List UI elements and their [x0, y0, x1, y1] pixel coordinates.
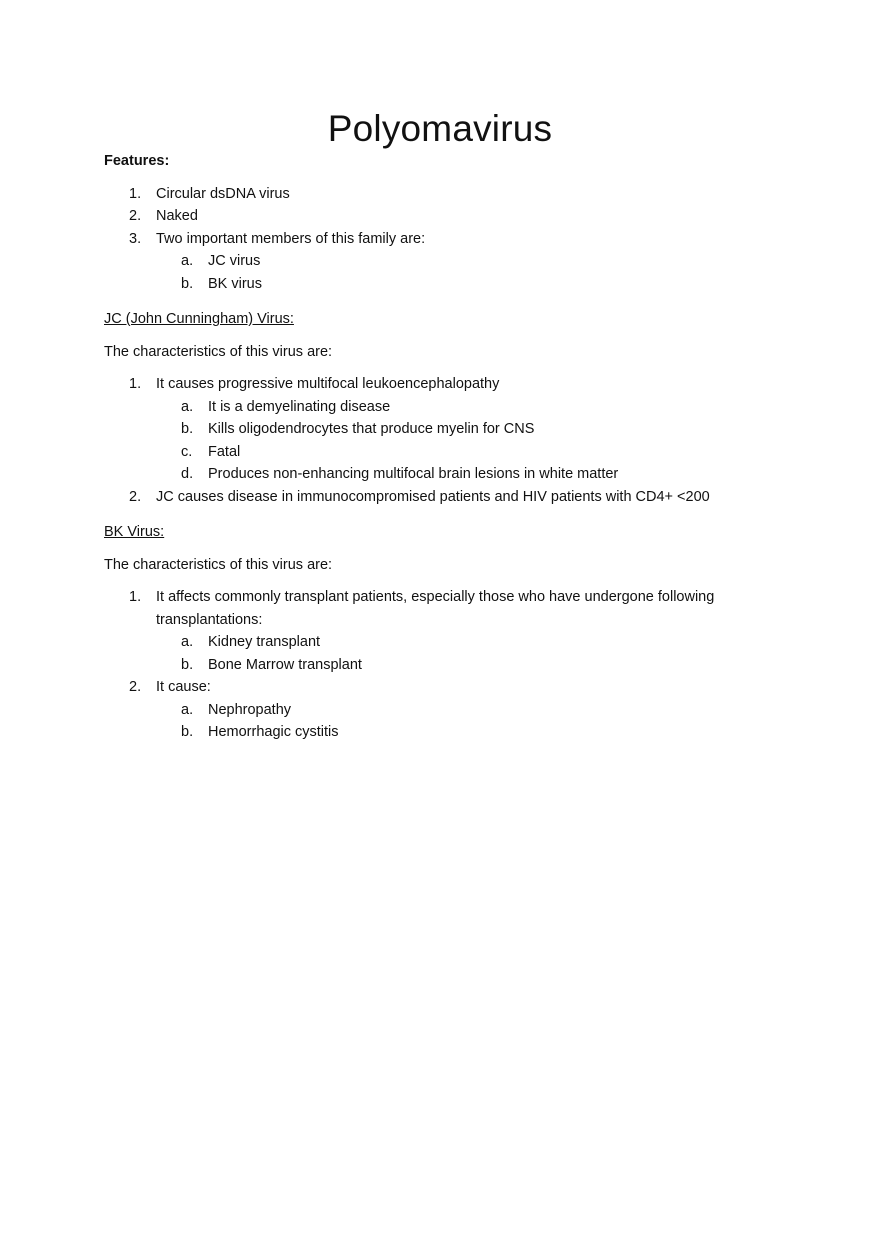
sub-list-item	[156, 441, 804, 464]
bk-virus-heading: BK Virus:	[104, 524, 165, 540]
sub-list-item	[156, 418, 804, 441]
sub-list-item-text: Fatal	[208, 443, 241, 460]
sub-list	[156, 631, 804, 676]
list-number: 2.	[129, 208, 142, 224]
sub-list-letter: b.	[181, 275, 194, 292]
list-number: 2.	[129, 679, 142, 695]
list-item	[104, 486, 804, 509]
sub-list-item-text: BK virus	[208, 275, 262, 292]
list-item	[104, 183, 804, 206]
sub-list-item	[156, 273, 804, 296]
features-heading: Features:	[104, 153, 170, 169]
page-title: Polyomavirus	[327, 108, 553, 149]
list-item-text: Circular dsDNA virus	[156, 185, 290, 202]
jc-list	[104, 373, 804, 508]
sub-list-item	[156, 721, 804, 744]
document-body	[104, 150, 804, 755]
sub-list-letter: b.	[181, 724, 194, 740]
sub-list-letter: b.	[181, 656, 194, 673]
sub-list-item-text: Nephropathy	[208, 701, 292, 718]
jc-virus-heading: JC (John Cunningham) Virus:	[104, 311, 294, 327]
sub-list-item-text: Produces non-enhancing multifocal brain lesions in white matter	[208, 466, 619, 482]
sub-list-item	[156, 654, 804, 677]
sub-list-letter: a.	[181, 398, 194, 415]
sub-list-letter: c.	[181, 443, 193, 460]
list-item	[104, 676, 804, 744]
sub-list	[156, 699, 804, 744]
sub-list-letter: a.	[181, 253, 194, 269]
sub-list-item	[156, 463, 804, 486]
sub-list-letter: b.	[181, 421, 194, 437]
list-item-text: It cause:	[156, 679, 211, 695]
list-number: 3.	[129, 230, 142, 247]
sub-list-item	[156, 699, 804, 722]
list-number: 2.	[129, 488, 142, 505]
sub-list	[156, 250, 804, 295]
list-item	[104, 205, 804, 228]
sub-list-item-text: Kills oligodendrocytes that produce myelin for CNS	[208, 421, 535, 437]
list-item-text: It affects commonly transplant patients, especially those who have undergone following transplantations:	[156, 589, 715, 628]
sub-list-letter: d.	[181, 466, 194, 482]
sub-list-item-text: JC virus	[208, 253, 261, 269]
jc-intro: The characteristics of this virus are:	[104, 343, 333, 360]
sub-list-item-text: Bone Marrow transplant	[208, 656, 362, 673]
sub-list-item-text: It is a demyelinating disease	[208, 398, 391, 415]
list-item-text: It causes progressive multifocal leukoencephalopathy	[156, 376, 500, 392]
list-number: 1.	[129, 589, 142, 605]
list-item	[104, 228, 804, 296]
sub-list-letter: a.	[181, 701, 194, 718]
sub-list-item	[156, 631, 804, 654]
sub-list	[156, 396, 804, 486]
sub-list-item	[156, 396, 804, 419]
list-item-text: Naked	[156, 208, 198, 224]
sub-list-item-text: Kidney transplant	[208, 634, 321, 650]
sub-list-item	[156, 250, 804, 273]
list-item-text: Two important members of this family are:	[156, 230, 426, 247]
features-list	[104, 183, 804, 296]
sub-list-item-text: Hemorrhagic cystitis	[208, 724, 339, 740]
list-number: 1.	[129, 185, 142, 202]
sub-list-letter: a.	[181, 634, 194, 650]
list-item	[104, 373, 804, 486]
list-item	[104, 586, 804, 676]
bk-list	[104, 586, 804, 744]
list-number: 1.	[129, 376, 142, 392]
bk-intro: The characteristics of this virus are:	[104, 556, 333, 573]
list-item-text: JC causes disease in immunocompromised patients and HIV patients with CD4+ <200	[156, 488, 710, 505]
